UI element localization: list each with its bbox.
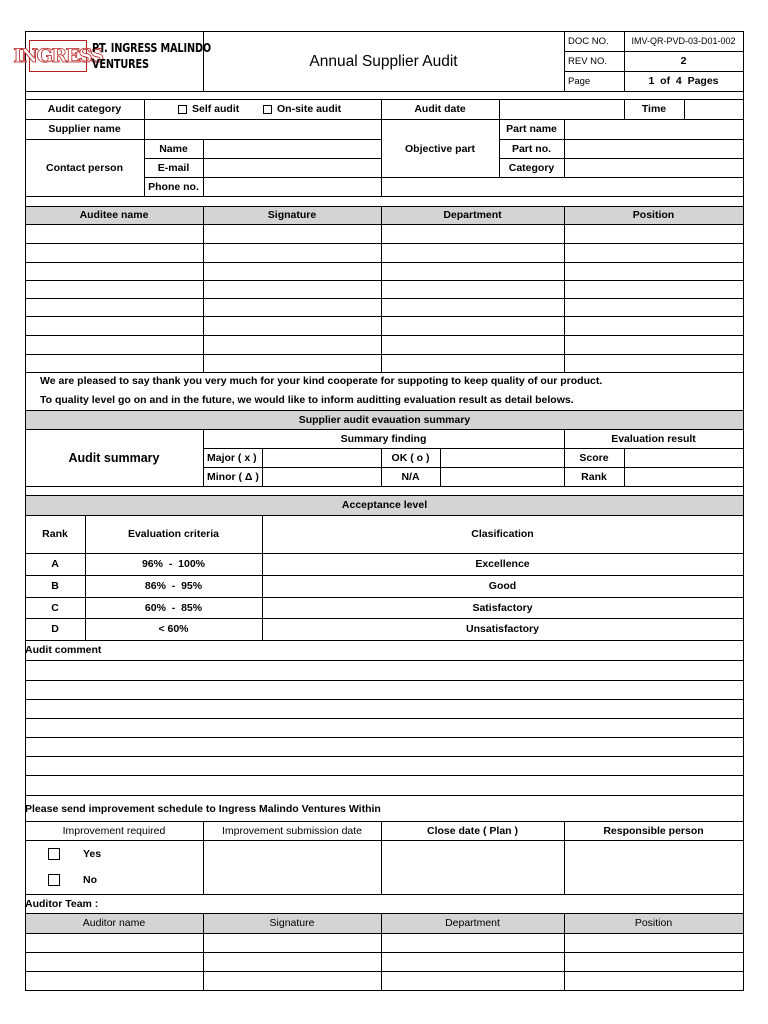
audit-comment-area[interactable] [26,661,743,795]
auditee-header-signature: Signature [267,209,317,221]
time-field[interactable] [685,100,743,119]
improvement-header-submission-date: Improvement submission date [221,824,363,837]
page-title: Annual Supplier Audit [309,53,458,70]
ok-field[interactable] [441,449,564,467]
improvement-no-label: No [83,874,97,886]
acceptance-class-c: Satisfactory [472,601,533,614]
acceptance-header-criteria: Evaluation criteria [127,528,220,540]
audit-summary-label: Audit summary [68,450,160,465]
message-line-2: To quality level go on and in the future, we would like to inform auditting evaluation result as detail belows. [40,394,574,406]
contact-phone-field[interactable] [204,178,381,196]
onsite-audit-option[interactable] [263,99,341,119]
doc-no-label: DOC NO. [568,35,609,47]
acceptance-class-b: Good [488,580,517,592]
company-logo [13,40,103,72]
acceptance-rank-c: C [51,601,59,614]
part-no-label: Part no. [511,142,552,155]
acceptance-criteria-c: 60% - 85% [144,601,203,614]
self-audit-label: Self audit [192,103,240,115]
improvement-header-required: Improvement required [62,824,166,837]
onsite-audit-label: On-site audit [277,103,342,115]
rev-no-label: REV NO. [568,55,608,67]
major-label: Major ( x ) [207,451,257,464]
logo-text: INGRESS [13,45,103,67]
contact-phone-label: Phone no. [148,180,199,193]
acceptance-class-d: Unsatisfactory [466,623,539,635]
category-field[interactable] [565,159,743,177]
company-name-line2: VENTURES [92,56,149,71]
supplier-name-field[interactable] [145,120,381,139]
minor-field[interactable] [263,468,381,486]
auditee-header-name: Auditee name [79,209,149,221]
audit-date-field[interactable] [500,100,624,119]
company-name [92,40,211,72]
acceptance-rank-a: A [51,558,59,570]
acceptance-criteria-b: 86% - 95% [144,580,203,592]
auditor-header-name: Auditor name [82,917,146,929]
improvement-close-date-field[interactable] [382,841,564,894]
improvement-no-checkbox[interactable] [48,874,60,886]
acceptance-class-a: Excellence [475,558,530,570]
score-label: Score [579,451,609,464]
rank-field[interactable] [625,468,743,486]
acceptance-rank-d: D [51,623,59,635]
acceptance-header-rank: Rank [42,528,68,540]
page-label: Page [568,75,591,87]
supplier-name-label: Supplier name [48,123,121,135]
acceptance-criteria-a: 96% - 100% [141,558,206,570]
na-field[interactable] [441,468,564,486]
company-name-line1: PT. INGRESS MALINDO [92,40,212,55]
auditor-header-department: Department [445,917,500,929]
acceptance-rank-b: B [51,580,59,592]
improvement-yes-option[interactable] [48,845,101,863]
auditee-header-position: Position [632,209,675,221]
self-audit-option[interactable] [178,99,239,119]
category-label: Category [508,161,555,174]
improvement-yes-checkbox[interactable] [48,848,60,860]
audit-date-label: Audit date [414,103,466,115]
na-label: N/A [401,470,420,483]
page-value: 1 of 4 Pages [648,75,719,87]
part-no-field[interactable] [565,140,743,158]
improvement-instruction: Please send improvement schedule to Ingress Malindo Ventures Within [25,802,381,815]
evaluation-result-label: Evaluation result [611,432,696,445]
improvement-header-close-date: Close date ( Plan ) [426,824,519,837]
rev-no-value: 2 [680,55,687,67]
summary-finding-label: Summary finding [340,432,427,445]
time-label: Time [641,103,667,115]
contact-person-label: Contact person [45,161,123,174]
auditee-header-department: Department [443,209,502,221]
audit-comment-label: Audit comment [25,644,102,656]
ok-label: OK ( o ) [391,451,430,464]
objective-part-label: Objective part [404,142,476,155]
part-name-label: Part name [506,123,557,135]
acceptance-header-classification: Clasification [471,528,534,540]
auditor-header-position: Position [634,917,673,929]
score-field[interactable] [625,449,743,467]
summary-section-title: Supplier audit evauation summary [298,413,471,426]
minor-label: Minor ( Δ ) [207,470,259,483]
improvement-yes-label: Yes [83,848,102,860]
self-audit-checkbox[interactable] [178,105,187,114]
audit-category-label: Audit category [47,103,122,115]
contact-name-label: Name [159,142,188,155]
contact-email-label: E-mail [157,161,190,174]
improvement-no-option[interactable] [48,871,97,889]
rank-label: Rank [581,470,607,483]
part-name-field[interactable] [565,120,743,139]
acceptance-section-title: Acceptance level [341,499,428,511]
message-line-1: We are pleased to say thank you very much for your kind cooperate for suppoting to keep quality of our product. [40,375,603,387]
acceptance-criteria-d: < 60% [158,623,189,635]
improvement-header-responsible: Responsible person [603,824,704,837]
improvement-responsible-field[interactable] [565,841,743,894]
auditor-header-signature: Signature [269,917,315,929]
onsite-audit-checkbox[interactable] [263,105,272,114]
doc-no-value: IMV-QR-PVD-03-D01-002 [631,36,736,46]
improvement-submission-date-field[interactable] [204,841,381,894]
auditor-team-label: Auditor Team : [25,897,99,910]
contact-name-field[interactable] [204,140,381,158]
major-field[interactable] [263,449,381,467]
contact-email-field[interactable] [204,159,381,177]
